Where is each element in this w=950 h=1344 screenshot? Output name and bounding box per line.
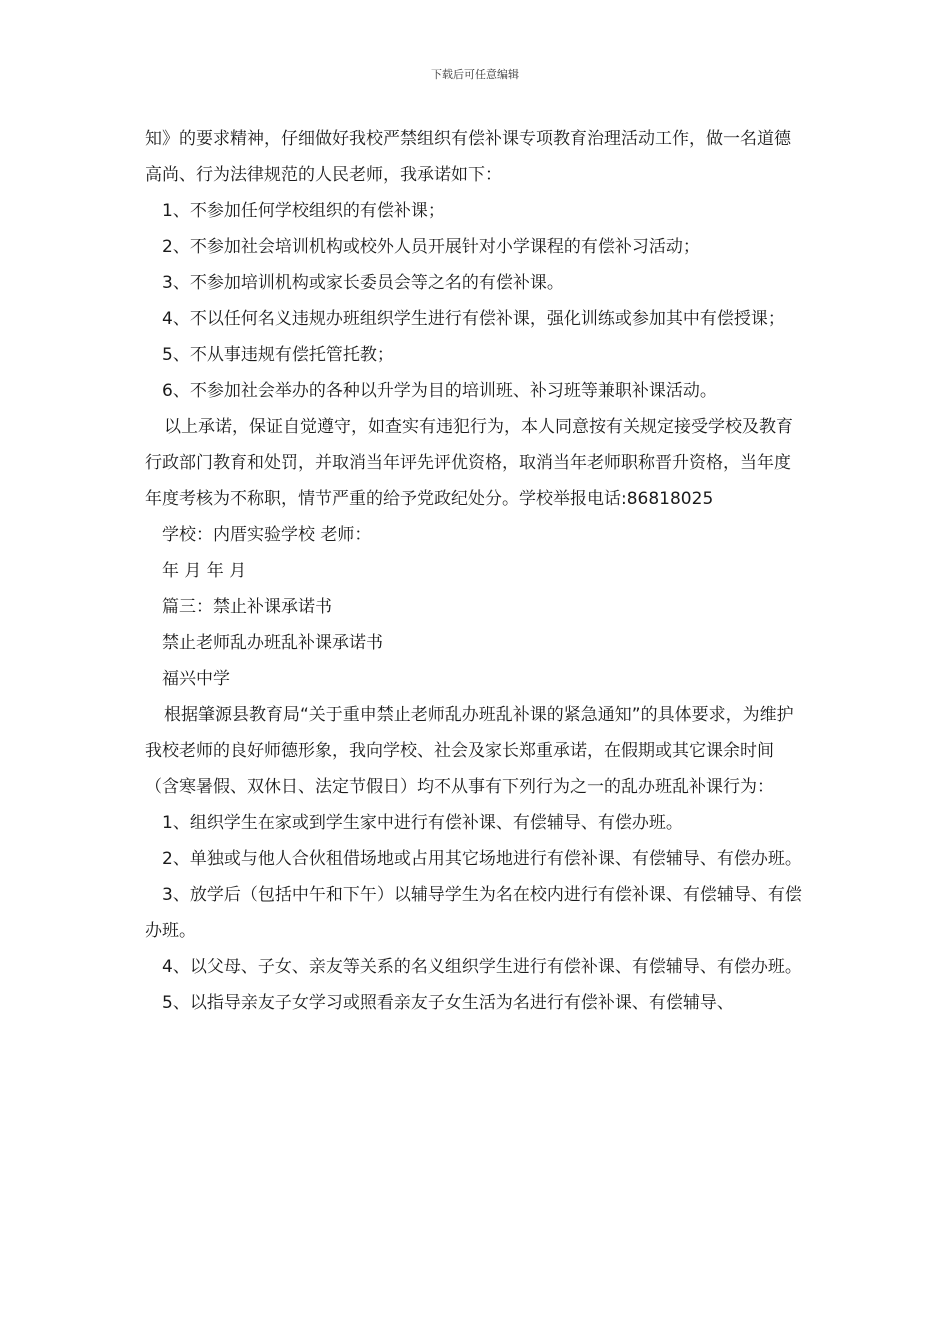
list-item: 3、不参加培训机构或家长委员会等之名的有偿补课。 bbox=[162, 273, 564, 293]
signature-school-teacher: 学校：内厝实验学校 老师： bbox=[162, 525, 372, 545]
list-item: 4、以父母、子女、亲友等关系的名义组织学生进行有偿补课、有偿辅导、有偿办班。 bbox=[162, 957, 802, 977]
school-name: 福兴中学 bbox=[162, 669, 230, 689]
signature-date: 年 月 年 月 bbox=[162, 561, 247, 581]
list-item: 5、以指导亲友子女学习或照看亲友子女生活为名进行有偿补课、有偿辅导、 bbox=[162, 993, 734, 1013]
paragraph-pledge: 以上承诺，保证自觉遵守，如查实有违犯行为，本人同意按有关规定接受学校及教育行政部门教育和处罚，并取消当年评先评优资格，取消当年老师职称晋升资格，当年度年度考核为不称职，情节严重的给予党政纪处分。学校举报电话:86818025 bbox=[145, 417, 793, 509]
document-title: 禁止老师乱办班乱补课承诺书 bbox=[162, 633, 383, 653]
list-item: 5、不从事违规有偿托管托教； bbox=[162, 345, 394, 365]
list-item: 1、不参加任何学校组织的有偿补课； bbox=[162, 201, 445, 221]
list-item: 2、不参加社会培训机构或校外人员开展针对小学课程的有偿补习活动； bbox=[162, 237, 700, 257]
list-item: 6、不参加社会举办的各种以升学为目的培训班、补习班等兼职补课活动。 bbox=[162, 381, 717, 401]
section-title: 篇三：禁止补课承诺书 bbox=[162, 597, 332, 617]
page-header-note: 下载后可任意编辑 bbox=[431, 68, 519, 81]
list-item: 3、放学后（包括中午和下午）以辅导学生为名在校内进行有偿补课、有偿辅导、有偿办班。 bbox=[145, 885, 802, 941]
paragraph-notice: 根据肇源县教育局“关于重申禁止老师乱办班乱补课的紧急通知”的具体要求，为维护我校老师的良好师德形象，我向学校、社会及家长郑重承诺，在假期或其它课余时间（含寒暑假、双休日、法定节假日）均不从事有下列行为之一的乱办班乱补课行为： bbox=[145, 705, 794, 797]
document-body bbox=[145, 121, 805, 1021]
list-item: 1、组织学生在家或到学生家中进行有偿补课、有偿辅导、有偿办班。 bbox=[162, 813, 683, 833]
list-item: 4、不以任何名义违规办班组织学生进行有偿补课，强化训练或参加其中有偿授课； bbox=[162, 309, 785, 329]
list-item: 2、单独或与他人合伙租借场地或占用其它场地进行有偿补课、有偿辅导、有偿办班。 bbox=[162, 849, 802, 869]
paragraph-intro: 知》的要求精神，仔细做好我校严禁组织有偿补课专项教育治理活动工作，做一名道德高尚、行为法律规范的人民老师，我承诺如下： bbox=[145, 129, 791, 185]
